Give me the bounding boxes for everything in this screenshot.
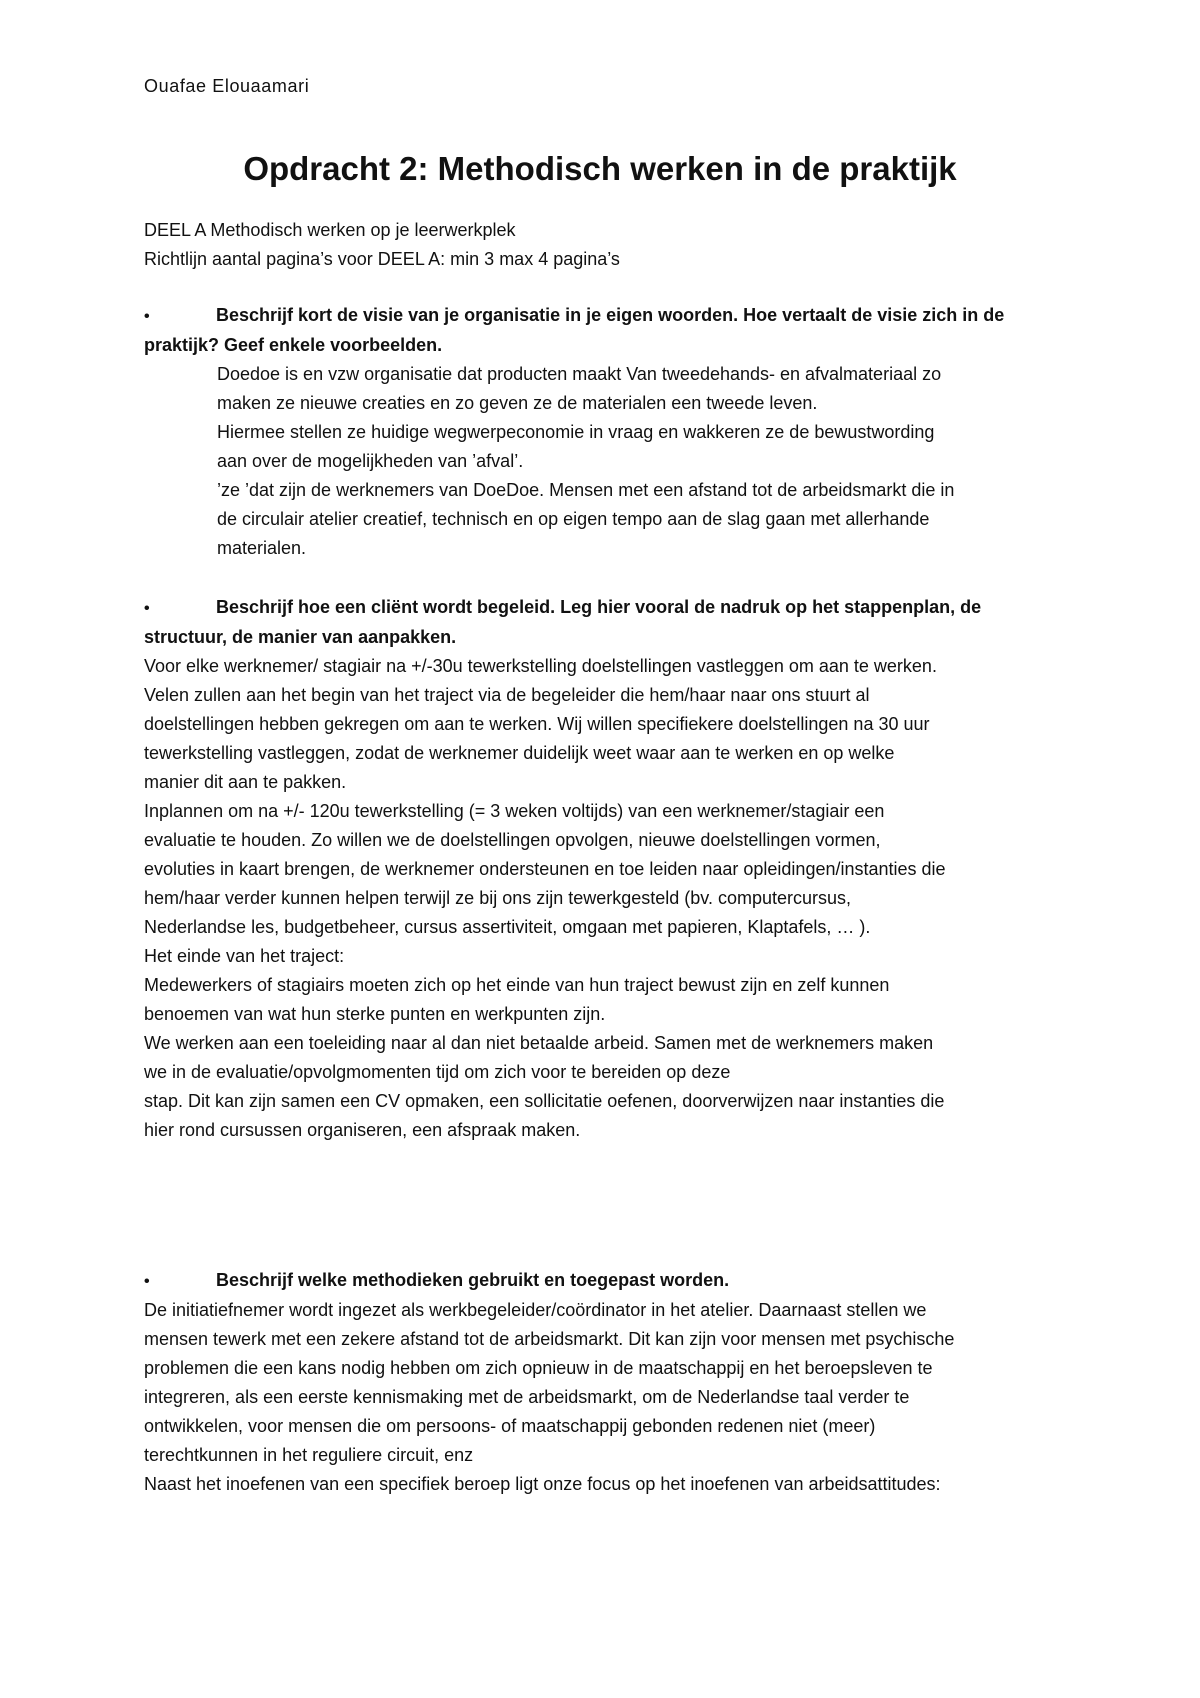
assignment-meta — [144, 216, 620, 274]
question-line: Beschrijf welke methodieken gebruikt en toegepast worden. — [216, 1270, 730, 1290]
body-line: Inplannen om na +/- 120u tewerkstelling (= 3 weken voltijds) van een werknemer/stagiair een — [144, 801, 885, 821]
body-line: problemen die een kans nodig hebben om zich opnieuw in de maatschappij en het beroepsleven te — [144, 1358, 933, 1378]
body-line: manier dit aan te pakken. — [144, 772, 347, 792]
section-question — [144, 593, 981, 652]
question-line: Beschrijf hoe een cliënt wordt begeleid. Leg hier vooral de nadruk op het stappenplan, de — [216, 597, 982, 617]
body-line: Doedoe is en vzw organisatie dat producten maakt Van tweedehands- en afvalmateriaal zo — [217, 364, 942, 384]
body-line: evoluties in kaart brengen, de werknemer ondersteunen en toe leiden naar opleidingen/instanties die — [144, 859, 946, 879]
page-title: Opdracht 2: Methodisch werken in de praktijk — [243, 150, 957, 187]
body-line: we in de evaluatie/opvolgmomenten tijd om zich voor te bereiden op deze — [144, 1062, 731, 1082]
body-line: De initiatiefnemer wordt ingezet als werkbegeleider/coördinator in het atelier. Daarnaast stellen we — [144, 1300, 927, 1320]
section-body — [144, 1296, 954, 1499]
author-name: Ouafae Elouaamari — [144, 76, 310, 96]
body-line: stap. Dit kan zijn samen een CV opmaken, een sollicitatie oefenen, doorverwijzen naar instanties die — [144, 1091, 945, 1111]
body-line: hem/haar verder kunnen helpen terwijl ze bij ons zijn tewerkgesteld (bv. computercursus, — [144, 888, 852, 908]
section-methodieken — [144, 1266, 954, 1499]
body-line: de circulair atelier creatief, technisch en op eigen tempo aan de slag gaan met allerhande — [217, 509, 930, 529]
body-line: ’ze ’dat zijn de werknemers van DoeDoe. Mensen met een afstand tot de arbeidsmarkt die in — [217, 480, 955, 500]
body-line: evaluatie te houden. Zo willen we de doelstellingen opvolgen, nieuwe doelstellingen vormen, — [144, 830, 881, 850]
body-line: Hiermee stellen ze huidige wegwerpeconomie in vraag en wakkeren ze de bewustwording — [217, 422, 935, 442]
section-begeleiding — [144, 593, 981, 1145]
body-line: Medewerkers of stagiairs moeten zich op het einde van hun traject bewust zijn en zelf kunnen — [144, 975, 890, 995]
question-line: Beschrijf kort de visie van je organisatie in je eigen woorden. Hoe vertaalt de visie zich in de — [216, 305, 1005, 325]
section-body — [144, 360, 1004, 563]
body-line: ontwikkelen, voor mensen die om persoons- of maatschappij gebonden redenen niet (meer) — [144, 1416, 876, 1436]
question-line: praktijk? Geef enkele voorbeelden. — [144, 335, 443, 355]
body-line: integreren, als een eerste kennismaking met de arbeidsmarkt, om de Nederlandse taal verder te — [144, 1387, 910, 1407]
body-line: hier rond cursussen organiseren, een afspraak maken. — [144, 1120, 581, 1140]
section-question — [144, 301, 1004, 360]
body-line: Nederlandse les, budgetbeheer, cursus assertiviteit, omgaan met papieren, Klaptafels, … ). — [144, 917, 871, 937]
body-line: doelstellingen hebben gekregen om aan te werken. Wij willen specifiekere doelstellingen na 30 uur — [144, 714, 930, 734]
question-line: structuur, de manier van aanpakken. — [144, 627, 457, 647]
section-visie — [144, 301, 1004, 563]
body-line: We werken aan een toeleiding naar al dan niet betaalde arbeid. Samen met de werknemers maken — [144, 1033, 934, 1053]
meta-line: Richtlijn aantal pagina’s voor DEEL A: min 3 max 4 pagina’s — [144, 249, 620, 269]
body-line: maken ze nieuwe creaties en zo geven ze de materialen een tweede leven. — [217, 393, 818, 413]
meta-line: DEEL A Methodisch werken op je leerwerkplek — [144, 220, 516, 240]
body-line: terechtkunnen in het reguliere circuit, enz — [144, 1445, 474, 1465]
body-line: aan over de mogelijkheden van ’afval’. — [217, 451, 524, 471]
body-line: materialen. — [217, 538, 307, 558]
bullet-icon: • — [144, 308, 150, 325]
bullet-icon: • — [144, 1273, 150, 1290]
body-line: mensen tewerk met een zekere afstand tot de arbeidsmarkt. Dit kan zijn voor mensen met psychische — [144, 1329, 955, 1349]
body-line: tewerkstelling vastleggen, zodat de werknemer duidelijk weet waar aan te werken en op welke — [144, 743, 895, 763]
section-body — [144, 652, 981, 1145]
section-question — [144, 1266, 954, 1296]
body-line: Velen zullen aan het begin van het traject via de begeleider die hem/haar naar ons stuurt al — [144, 685, 870, 705]
body-line: benoemen van wat hun sterke punten en werkpunten zijn. — [144, 1004, 606, 1024]
body-line: Naast het inoefenen van een specifiek beroep ligt onze focus op het inoefenen van arbeidsattitudes: — [144, 1474, 941, 1494]
body-line: Voor elke werknemer/ stagiair na +/-30u tewerkstelling doelstellingen vastleggen om aan te werken. — [144, 656, 937, 676]
bullet-icon: • — [144, 600, 150, 617]
body-line: Het einde van het traject: — [144, 946, 345, 966]
